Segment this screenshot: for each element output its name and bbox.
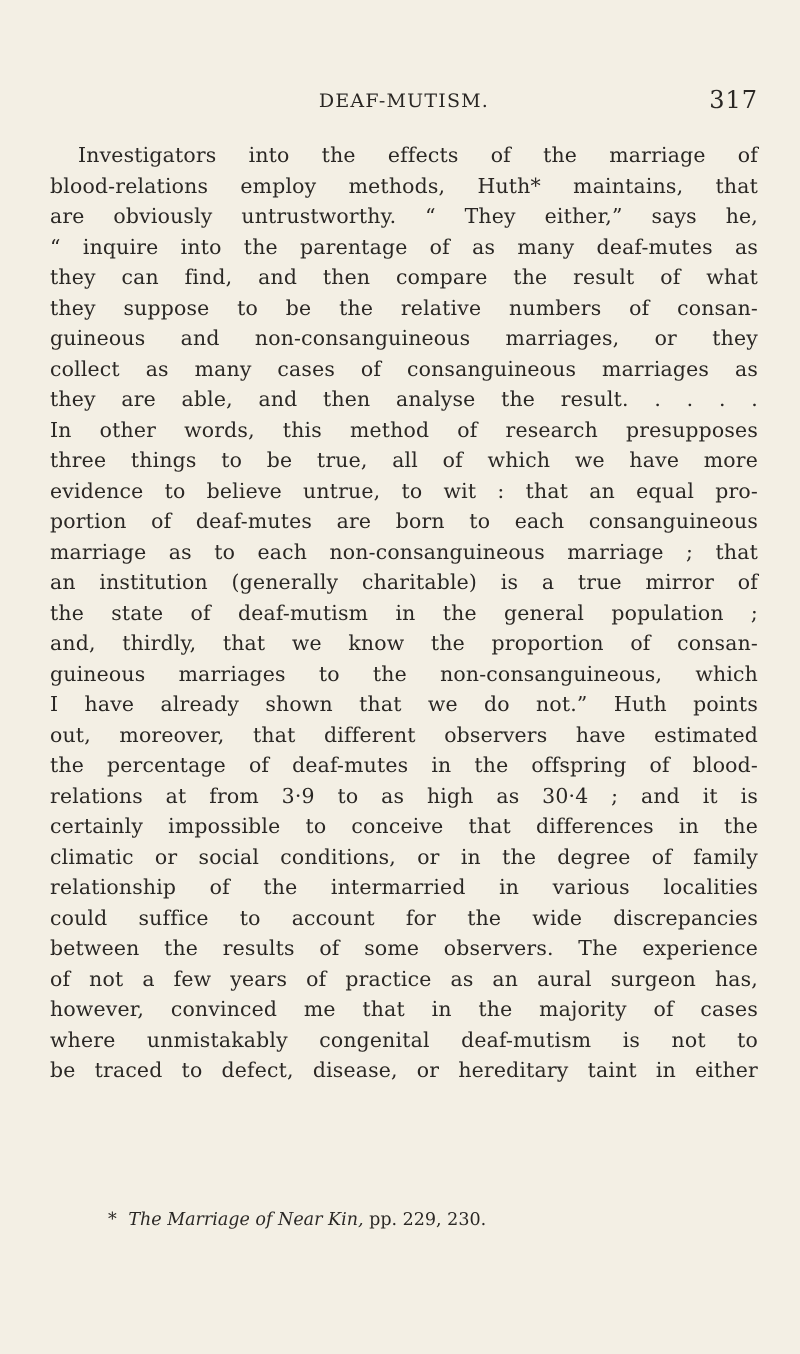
text-line: the state of deaf-mutism in the general population ; [50,600,758,625]
running-title: DEAF-MUTISM. [318,90,490,112]
text-line: In other words, this method of research presupposes [50,417,758,442]
text-line: out, moreover, that different observers have estimated [50,722,758,747]
footnote-mark: * [108,1210,117,1230]
text-line: be traced to defect, disease, or hereditary taint in either [50,1058,758,1082]
footnote [108,1208,748,1232]
text-line: they suppose to be the relative numbers of consan- [50,295,758,320]
text-line: guineous and non-consanguineous marriages, or they [50,326,758,350]
text-line: and, thirdly, that we know the proportion of consan- [50,631,758,655]
text-line: between the results of some observers. The experience [50,936,758,960]
text-line: Investigators into the effects of the marriage of [78,143,758,167]
text-line: climatic or social conditions, or in the degree of family [50,844,758,869]
text-line: where unmistakably congenital deaf-mutism is not to [50,1027,758,1052]
text-line: relationship of the intermarried in various localities [50,875,758,899]
text-line: the percentage of deaf-mutes in the offspring of blood- [50,753,758,777]
text-line: blood-relations employ methods, Huth* maintains, that [50,173,758,198]
text-line: of not a few years of practice as an aural surgeon has, [50,966,758,991]
text-line: “ inquire into the parentage of as many deaf-mutes as [50,234,758,259]
text-line: three things to be true, all of which we have more [50,448,758,472]
text-line: collect as many cases of consanguineous marriages as [50,356,758,381]
text-line: evidence to believe untrue, to wit : that an equal pro- [50,478,758,503]
text-line: certainly impossible to conceive that differences in the [50,814,758,838]
page-number: 317 [709,86,758,114]
footnote-work-title: The Marriage of Near Kin, [128,1210,364,1230]
text-line: guineous marriages to the non-consanguineous, which [50,661,758,686]
text-line: could suffice to account for the wide discrepancies [50,905,758,930]
text-line: relations at from 3·9 to as high as 30·4 ; and it is [50,783,758,808]
text-line: an institution (generally charitable) is a true mirror of [50,570,758,594]
text-line: marriage as to each non-consanguineous marriage ; that [50,539,758,564]
text-line: are obviously untrustworthy. “ They either,” says he, [50,204,758,228]
text-line: I have already shown that we do not.” Huth points [50,692,758,716]
text-line: however, convinced me that in the majority of cases [50,997,758,1021]
footnote-pages: pp. 229, 230. [369,1210,487,1230]
body-paragraph [50,140,758,1086]
text-line: portion of deaf-mutes are born to each consanguineous [50,509,758,533]
running-head [50,88,758,120]
text-line: they can find, and then compare the result of what [50,265,758,289]
text-line: they are able, and then analyse the result. . . . . [50,387,758,411]
